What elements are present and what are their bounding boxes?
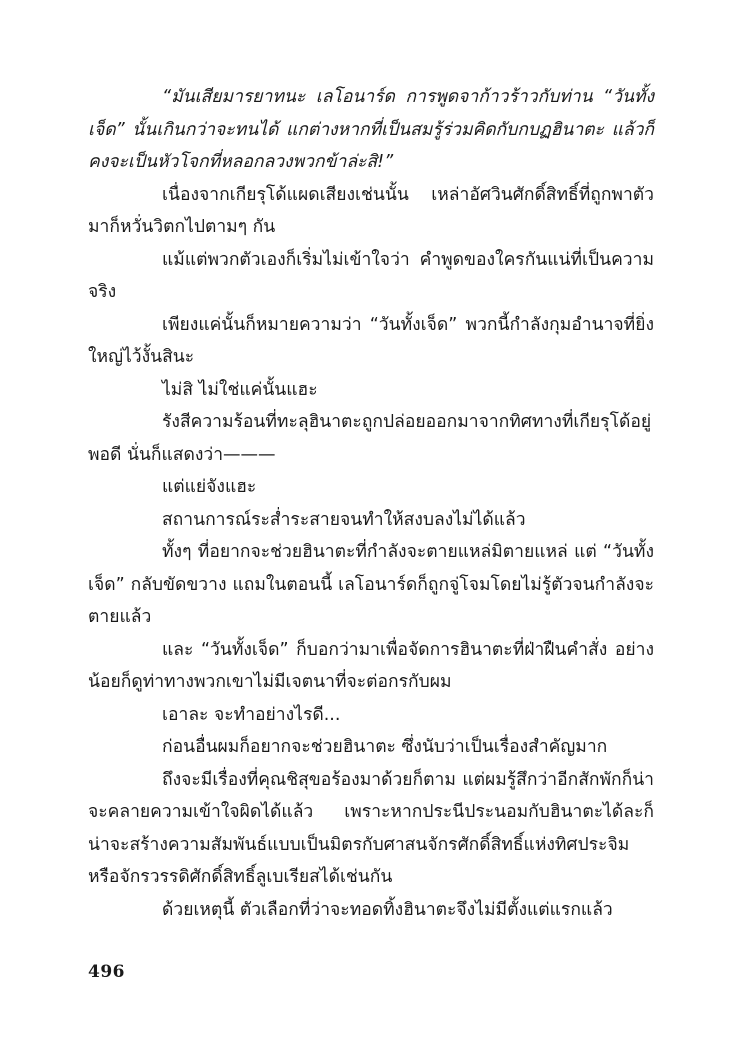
- paragraph: ก่อนอื่นผมก็อยากจะช่วยฮินาตะ ซึ่งนับว่าเป็นเรื่องสำคัญมาก: [162, 737, 608, 757]
- paragraph: ไม่สิ ไม่ใช่แค่นั้นแฮะ: [162, 379, 318, 400]
- paragraph: แต่แย่จังแฮะ: [162, 477, 257, 497]
- paragraph: เนื่องจากเกียรุโด้แผดเสียงเช่นนั้น เหล่าอัศวินศักดิ์สิทธิ์ที่ถูกพาตัวมาก็หวั่นวิตกไปตามๆ กัน: [88, 184, 654, 237]
- paragraph: เพียงแค่นั้นก็หมายความว่า “วันทั้งเจ็ด” พวกนี้กำลังกุมอำนาจที่ยิ่งใหญ่ไว้งั้นสินะ: [88, 314, 654, 367]
- paragraph: ด้วยเหตุนี้ ตัวเลือกที่ว่าจะทอดทิ้งฮินาตะจึงไม่มีตั้งแต่แรกแล้ว: [162, 899, 613, 920]
- paragraph: ถึงจะมีเรื่องที่คุณชิสุขอร้องมาด้วยก็ตาม แต่ผมรู้สึกว่าอีกสักพักก็น่าจะคลายความเข้าใจผิดได้แล้ว เพราะหากประนีประนอมกับฮินาตะได้ละก็ น่าจะสร้างความสัมพันธ์แบบเป็นมิตรกับศาสนจักรศักดิ์สิทธิ์แห่งทิศประจิม หรือจักรวรรดิศักดิ์สิทธิ์ลูเบเรียสได้เช่นกัน: [88, 769, 654, 887]
- paragraph: และ “วันทั้งเจ็ด” ก็บอกว่ามาเพื่อจัดการฮินาตะที่ฝ่าฝืนคำสั่ง อย่างน้อยก็ดูท่าทางพวกเขาไม่มีเจตนาที่จะต่อกรกับผม: [88, 639, 654, 692]
- paragraph: สถานการณ์ระส่ำระสายจนทำให้สงบลงไม่ได้แล้ว: [162, 509, 526, 530]
- paragraph: แม้แต่พวกตัวเองก็เริ่มไม่เข้าใจว่า คำพูดของใครกันแน่ที่เป็นความจริง: [88, 249, 654, 302]
- paragraph: ทั้งๆ ที่อยากจะช่วยฮินาตะที่กำลังจะตายแหล่มิตายแหล่ แต่ “วันทั้งเจ็ด” กลับขัดขวาง แถมในตอนนี้ เลโอนาร์ดก็ถูกจู่โจมโดยไม่รู้ตัวจนกำลังจะตายแล้ว: [88, 542, 654, 627]
- page-number: 496: [88, 962, 125, 982]
- paragraph: รังสีความร้อนที่ทะลุฮินาตะถูกปล่อยออกมาจากทิศทางที่เกียรุโด้อยู่พอดี นั่นก็แสดงว่า———: [88, 412, 652, 465]
- paragraph: “มันเสียมารยาทนะ เลโอนาร์ด การพูดจาก้าวร้าวกับท่าน “วันทั้งเจ็ด” นั้นเกินกว่าจะทนได้ แกต่างหากที่เป็นสมรู้ร่วมคิดกับกบฏฮินาตะ แล้วก็คงจะเป็นหัวโจกที่หลอกลวงพวกข้าล่ะสิ!”: [88, 87, 654, 172]
- paragraph: เอาละ จะทำอย่างไรดี...: [162, 704, 341, 725]
- page-body: [88, 81, 654, 926]
